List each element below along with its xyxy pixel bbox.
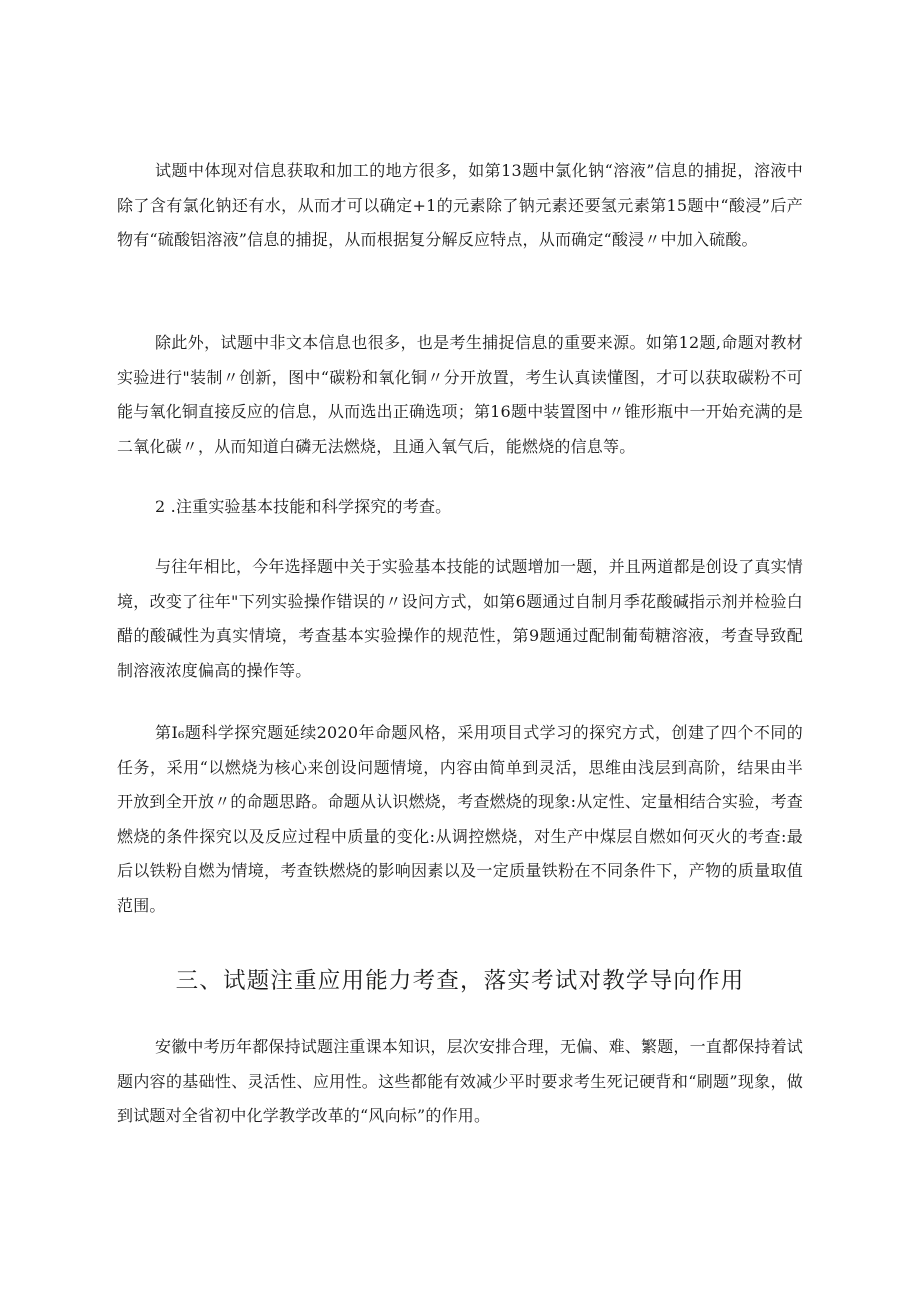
paragraph-non-text-information: 除此外，试题中非文本信息也很多，也是考生捕捉信息的重要来源。如第12题,命题对教材实验进行"装制〃创新，图中“碳粉和氧化铜〃分开放置，考生认真读懂图，才可以获取碳粉不可能与氧化铜直接反应的信息，从而选出正确选项；第16题中装置图中〃锥形瓶中一开始充满的是二氧化碳〃，从而知道白磷无法燃烧，且通入氧气后，能燃烧的信息等。 <box>117 333 803 456</box>
section-heading: 三、试题注重应用能力考查，落实考试对教学导向作用 <box>175 968 745 994</box>
paragraph-information-processing: 试题中体现对信息获取和加工的地方很多，如第13题中氯化钠“溶液”信息的捕捉，溶液中除了含有氯化钠还有水，从而才可以确定+1的元素除了钠元素还要氢元素第15题中“酸浸”后产物有“硫酸铝溶液”信息的捕捉，从而根据复分解反应特点，从而确定“酸浸〃中加入硫酸。 <box>117 161 803 249</box>
paragraph-subheading-experiment-skills: 2 .注重实验基本技能和科学探究的考查。 <box>155 497 452 516</box>
paragraph-scientific-inquiry: 第I₆题科学探究题延续2020年命题风格，采用项目式学习的探究方式，创建了四个不同的任务，采用“以燃烧为核心来创设问题情境，内容由简单到灵活，思维由浅层到高阶，结果由半开放到全开放〃的命题思路。命题从认识燃烧，考查燃烧的现象:从定性、定量相结合实验，考查燃烧的条件探究以及反应过程中质量的变化:从调控燃烧，对生产中煤层自燃如何灭火的考查:最后以铁粉自燃为情境，考查铁燃烧的影响因素以及一定质量铁粉在不同条件下，产物的质量取值范围。 <box>117 723 803 915</box>
paragraph-experiment-skills: 与往年相比，今年选择题中关于实验基本技能的试题增加一题，并且两道都是创设了真实情境，改变了往年"下列实验操作错误的〃设问方式，如第6题通过自制月季花酸碱指示剂并检验白醋的酸碱性为真实情境，考查基本实验操作的规范性，第9题通过配制葡萄糖溶液，考查导致配制溶液浓度偏高的操作等。 <box>117 557 804 680</box>
paragraph-closing: 安徽中考历年都保持试题注重课本知识，层次安排合理，无偏、难、繁题，一直都保持着试题内容的基础性、灵活性、应用性。这些都能有效减少平时要求考生死记硬背和“刷题”现象，做到试题对全省初中化学教学改革的“风向标”的作用。 <box>117 1037 804 1125</box>
